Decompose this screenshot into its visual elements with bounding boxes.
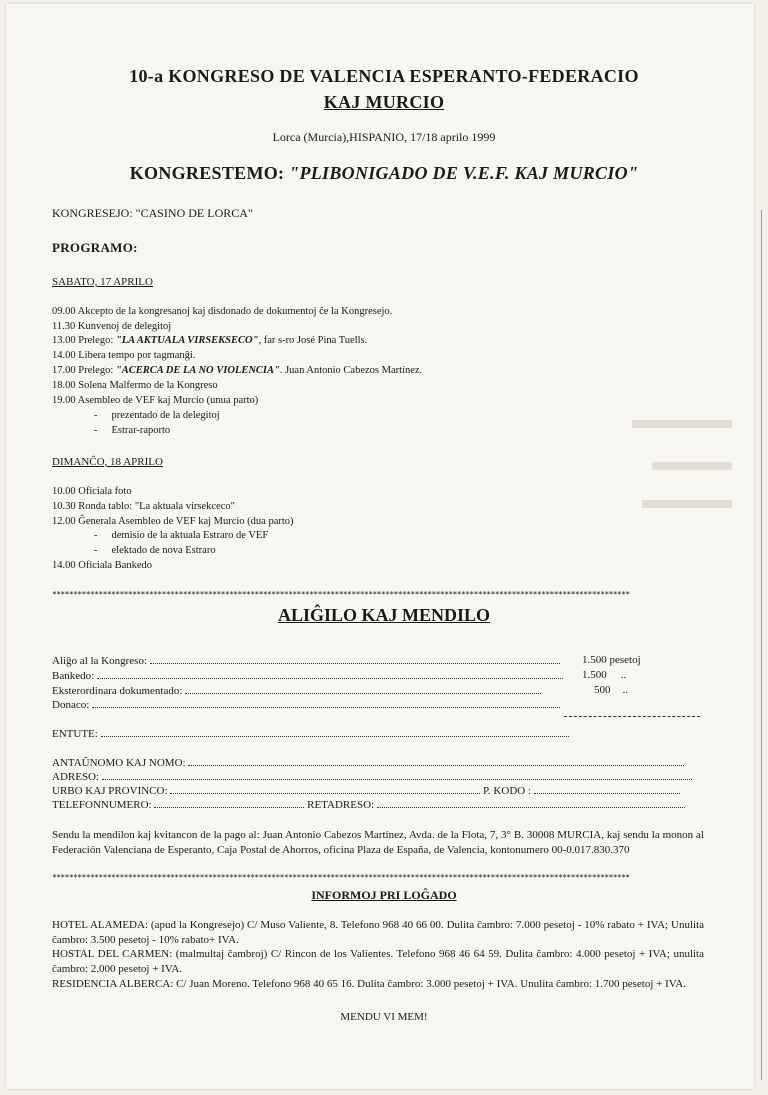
- schedule-text: Oficiala Bankedo: [78, 560, 153, 571]
- saturday-heading: SABATO, 17 APRILO: [52, 276, 153, 288]
- congress-title: 10-a KONGRESO DE VALENCIA ESPERANTO-FEDERACIO: [129, 66, 639, 86]
- schedule-time: 14.00: [52, 560, 76, 571]
- email-label: RETADRESO:: [307, 799, 375, 811]
- hotel-entry: HOTEL ALAMEDA: (apud la Kongresejo) C/ Muso Valiente, 8. Telefono 968 40 66 00. Dulita ĉambro: 7.000 pesetoj - 10% rabato + IVA; Unulita ĉambro: 3.500 pesetoj - 10% rabato+ IVA.: [52, 919, 704, 946]
- fee-field[interactable]: [150, 654, 560, 664]
- fee-amount: [594, 684, 628, 696]
- fee-label: Donaco:: [52, 699, 90, 711]
- lodging-heading: INFORMOJ PRI LOĜADO: [311, 888, 457, 902]
- bullet-dash: -: [94, 545, 98, 556]
- city-row: [52, 784, 680, 797]
- schedule-text: Akcepto de la kongresanoj kaj disdonado de dokumentoj ĉe la Kongresejo.: [77, 306, 393, 317]
- address-label: ADRESO:: [52, 771, 100, 783]
- theme-value: "PLIBONIGADO DE V.E.F. KAJ MURCIO": [289, 163, 639, 183]
- schedule-subitem: [94, 545, 216, 556]
- schedule-time: 18.00: [52, 380, 76, 391]
- lecture-title: "LA AKTUALA VIRSEKSECO": [115, 335, 259, 346]
- total-label: ENTUTE:: [52, 728, 98, 740]
- bullet-dash: -: [94, 530, 98, 541]
- postcode-field[interactable]: [534, 784, 680, 794]
- congress-title-line2: KAJ MURCIO: [323, 92, 445, 112]
- schedule-time: 14.00: [52, 350, 76, 361]
- schedule-text: Ĝenerala Asembleo de VEF kaj Murcio (dua parto): [78, 516, 294, 527]
- schedule-item: [52, 380, 218, 391]
- email-field[interactable]: [377, 798, 685, 808]
- subitem-text: Estrar-raporto: [111, 425, 171, 436]
- amount-value: 500: [594, 684, 611, 696]
- theme-label: KONGRESTEMO:: [129, 163, 290, 183]
- schedule-time: 10.30: [52, 501, 76, 512]
- fee-amount: [582, 654, 641, 666]
- subitem-text: demisio de la aktuala Estraro de VEF: [111, 530, 269, 541]
- hotel-entry: RESIDENCIA ALBERCA: C/ Juan Moreno. Telefono 968 40 65 16. Dulita ĉambro: 3.000 pesetoj + IVA. Unulita ĉambro: 1.700 pesetoj + IVA.: [52, 978, 686, 990]
- fee-label: Eksterordinara dokumentado:: [52, 685, 183, 697]
- schedule-item: [52, 335, 367, 346]
- schedule-text-post: , far s-ro José Pina Tuells.: [258, 335, 368, 346]
- subitem-text: prezentado de la delegitoj: [111, 410, 220, 421]
- schedule-item: [52, 516, 294, 527]
- fee-label: Bankedo:: [52, 670, 95, 682]
- hotel-entry: HOSTAL DEL CARMEN: (malmultaj ĉambroj) C/ Rincon de los Valientes. Telefono 968 46 64 59. Dulita ĉambro: 4.000 pesetoj + IVA; unulita ĉambro: 2.000 pesetoj + IVA.: [52, 948, 704, 975]
- fee-row: [52, 698, 560, 711]
- schedule-item: [52, 321, 171, 332]
- amount-unit: ..: [620, 669, 627, 681]
- phone-label: TELEFONNUMERO:: [52, 799, 152, 811]
- congress-theme: [0, 163, 768, 184]
- amount-unit: pesetoj: [609, 654, 641, 666]
- schedule-subitem: [94, 425, 170, 436]
- congress-title-line2-wrap: [0, 92, 768, 113]
- schedule-time: 13.00: [52, 335, 76, 346]
- fee-row: [52, 684, 541, 697]
- schedule-time: 09.00: [52, 306, 76, 317]
- place-date: Lorca (Murcia),HISPANIO, 17/18 aprilo 1999: [272, 130, 496, 144]
- bleed-through-mark: [642, 500, 732, 508]
- form-heading: ALIĜILO KAJ MENDILO: [277, 605, 491, 625]
- sunday-heading: DIMANĈO, 18 APRILO: [52, 456, 163, 468]
- bullet-dash: -: [94, 410, 98, 421]
- schedule-text: Ronda tablo: "La aktuala virsekceco": [78, 501, 235, 512]
- donation-field[interactable]: [92, 698, 560, 708]
- amount-value: 1.500: [582, 669, 607, 681]
- subitem-text: elektado de nova Estraro: [111, 545, 216, 556]
- closing-note: MENDU VI MEM!: [340, 1011, 428, 1023]
- schedule-text-pre: Prelego:: [78, 365, 116, 376]
- schedule-item: [52, 486, 132, 497]
- total-field[interactable]: [101, 727, 569, 737]
- payment-instructions: Sendu la mendilon kaj kvitancon de la pago al: Juan Antonio Cabezos Martínez, Avda. de la Flota, 7, 3° B. 30008 MURCIA, kaj sendu la monon al Federación Valenciana de Esperanto, Caja Postal de Ahorros, oficina Plaza de España, de Valencia, kontonumero 00-0.017.830.370: [52, 829, 704, 856]
- city-label: URBO KAJ PROVINCO:: [52, 785, 168, 797]
- page-edge-line: [761, 210, 762, 1080]
- fee-field[interactable]: [97, 669, 563, 679]
- venue: KONGRESEJO: "CASINO DE LORCA": [52, 206, 253, 220]
- schedule-text-pre: Prelego:: [78, 335, 116, 346]
- city-field[interactable]: [170, 784, 480, 794]
- fee-row: [52, 669, 563, 682]
- schedule-item: [52, 501, 235, 512]
- bleed-through-mark: [632, 420, 732, 428]
- schedule-text-post: . Juan Antonio Cabezos Martínez.: [279, 365, 423, 376]
- schedule-item: [52, 350, 195, 361]
- schedule-item: [52, 365, 422, 376]
- form-heading-wrap: [0, 605, 768, 626]
- fee-amount: [582, 669, 626, 681]
- program-heading: PROGRAMO:: [52, 240, 138, 255]
- schedule-text: Asembleo de VEF kaj Murcio (unua parto): [77, 395, 259, 406]
- schedule-item: [52, 395, 258, 406]
- schedule-item: [52, 560, 152, 571]
- lodging-heading-wrap: [0, 888, 768, 903]
- total-separator: [564, 716, 700, 717]
- amount-unit: ..: [622, 684, 628, 696]
- asterisk-divider: *****************************************************************************************************************************************: [52, 874, 630, 882]
- fee-row: [52, 654, 560, 667]
- fee-label: Aliĝo al la Kongreso:: [52, 655, 148, 667]
- postcode-label: P. KODO :: [483, 785, 532, 797]
- name-field[interactable]: [188, 756, 684, 766]
- schedule-time: 10.00: [52, 486, 76, 497]
- amount-value: 1.500: [582, 654, 607, 666]
- schedule-text: Kunvenoj de delegitoj: [77, 321, 172, 332]
- schedule-subitem: [94, 530, 268, 541]
- schedule-text: Libera tempo por tagmanĝi.: [78, 350, 196, 361]
- name-label: ANTAŬNOMO KAJ NOMO:: [52, 757, 186, 769]
- total-row: [52, 727, 569, 740]
- schedule-text: Oficiala foto: [78, 486, 132, 497]
- address-field[interactable]: [102, 770, 692, 780]
- phone-field[interactable]: [154, 798, 304, 808]
- asterisk-divider: *****************************************************************************************************************************************: [52, 591, 630, 599]
- schedule-time: 12.00: [52, 516, 76, 527]
- bullet-dash: -: [94, 425, 98, 436]
- contact-row: [52, 798, 685, 811]
- schedule-item: [52, 306, 392, 317]
- schedule-time: 11.30: [52, 321, 76, 332]
- bleed-through-mark: [652, 462, 732, 470]
- name-row: [52, 756, 684, 769]
- schedule-subitem: [94, 410, 220, 421]
- schedule-time: 17.00: [52, 365, 76, 376]
- fee-field[interactable]: [185, 684, 541, 694]
- address-row: [52, 770, 692, 783]
- schedule-text: Solena Malfermo de la Kongreso: [78, 380, 218, 391]
- schedule-time: 19.00: [52, 395, 76, 406]
- lecture-title: "ACERCA DE LA NO VIOLENCIA": [115, 365, 280, 376]
